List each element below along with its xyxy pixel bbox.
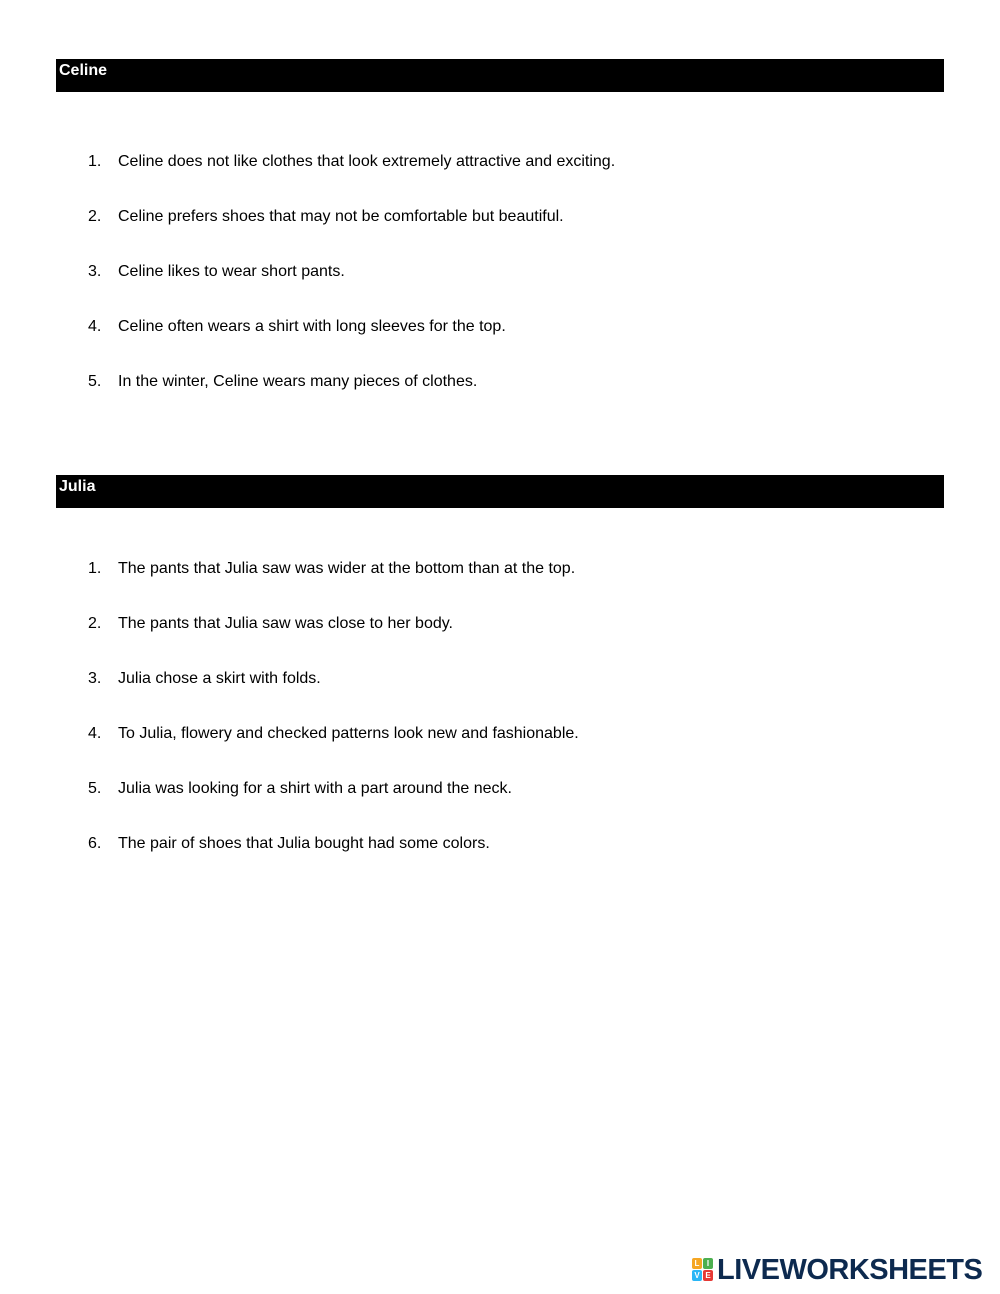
item-number: 5. [88, 373, 102, 390]
item-text: Julia chose a skirt with folds. [118, 670, 321, 687]
statement-item [0, 779, 1000, 834]
item-number: 3. [88, 670, 102, 687]
logo-tile: E [703, 1270, 713, 1281]
statement-item [0, 614, 1000, 669]
item-number: 4. [88, 725, 102, 742]
item-number: 1. [88, 153, 102, 170]
item-text: The pants that Julia saw was close to her body. [118, 615, 453, 632]
section-title: Celine [59, 62, 108, 79]
item-text: Celine likes to wear short pants. [118, 263, 345, 280]
statement-item [0, 724, 1000, 779]
statement-list-celine [0, 152, 1000, 427]
item-number: 2. [88, 208, 102, 225]
statement-item [0, 669, 1000, 724]
statement-item [0, 372, 1000, 427]
item-number: 6. [88, 835, 102, 852]
item-text: The pants that Julia saw was wider at the bottom than at the top. [118, 560, 576, 577]
item-text: Celine does not like clothes that look extremely attractive and exciting. [118, 153, 616, 170]
item-text: To Julia, flowery and checked patterns look new and fashionable. [118, 725, 579, 742]
item-number: 4. [88, 318, 102, 335]
liveworksheets-logo [692, 1255, 982, 1285]
statement-item [0, 834, 1000, 889]
logo-tile: V [692, 1270, 702, 1281]
item-text: In the winter, Celine wears many pieces of clothes. [118, 373, 478, 390]
item-number: 5. [88, 780, 102, 797]
logo-tile: I [703, 1258, 713, 1269]
statement-item [0, 559, 1000, 614]
logo-mark-icon [692, 1258, 714, 1282]
logo-text: LIVEWORKSHEETS [717, 1254, 983, 1286]
logo-tile: L [692, 1258, 702, 1269]
statement-item [0, 152, 1000, 207]
statement-item [0, 317, 1000, 372]
statement-item [0, 207, 1000, 262]
item-text: Julia was looking for a shirt with a part around the neck. [118, 780, 512, 797]
statement-item [0, 262, 1000, 317]
item-number: 3. [88, 263, 102, 280]
item-text: Celine often wears a shirt with long sleeves for the top. [118, 318, 506, 335]
statement-list-julia [0, 559, 1000, 889]
item-number: 2. [88, 615, 102, 632]
section-header-celine [56, 59, 944, 92]
item-text: The pair of shoes that Julia bought had some colors. [118, 835, 490, 852]
item-number: 1. [88, 560, 102, 577]
section-header-julia [56, 475, 944, 508]
section-title: Julia [59, 478, 96, 495]
item-text: Celine prefers shoes that may not be comfortable but beautiful. [118, 208, 564, 225]
